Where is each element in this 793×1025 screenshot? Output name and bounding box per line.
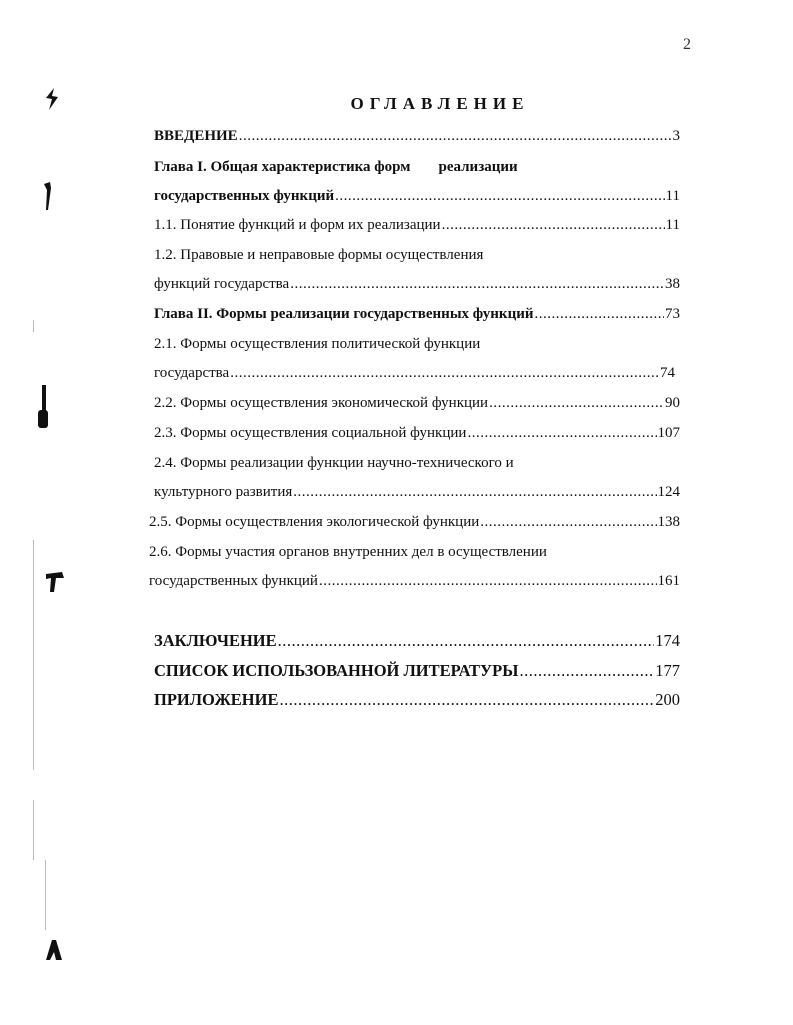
toc-entry-2-4-line1[interactable] — [154, 453, 514, 473]
toc-entry-intro[interactable] — [154, 126, 680, 146]
toc-entry-2-6[interactable] — [149, 571, 680, 591]
scan-mark-2 — [40, 180, 56, 214]
toc-entry-2-1-line1[interactable] — [154, 334, 480, 354]
toc-entry-label: 1.2. Правовые и неправовые формы осуществления — [154, 247, 484, 263]
toc-entry-page: 73 — [665, 306, 680, 322]
scan-mark-4 — [38, 410, 48, 428]
leader-dots — [480, 512, 656, 532]
toc-entry-chapter2[interactable] — [154, 304, 680, 324]
leader-dots — [319, 571, 657, 591]
leader-dots — [239, 126, 672, 146]
toc-entry-page: 161 — [657, 573, 680, 589]
page-number: 2 — [683, 36, 691, 53]
toc-entry-page: 90 — [665, 395, 680, 411]
toc-entry-2-1[interactable] — [154, 363, 675, 383]
toc-entry-page: 38 — [665, 276, 680, 292]
scan-edge-line-3 — [33, 800, 34, 860]
toc-entry-2-2[interactable] — [154, 393, 680, 413]
leader-dots — [467, 423, 656, 443]
toc-entry-label: 2.2. Формы осуществления экономической функции — [154, 395, 489, 411]
toc-entry-page: 107 — [657, 425, 680, 441]
toc-entry-label: 2.1. Формы осуществления политической функции — [154, 336, 481, 352]
toc-entry-1-2[interactable] — [154, 274, 680, 294]
toc-entry-label: культурного развития — [154, 484, 293, 500]
toc-entry-label-cont: реализации — [438, 159, 518, 175]
scan-mark-5 — [44, 570, 66, 594]
toc-entry-label: ЗАКЛЮЧЕНИЕ — [154, 631, 277, 650]
scan-mark-6 — [44, 938, 64, 962]
toc-entry-1-2-line1[interactable] — [154, 245, 483, 265]
toc-entry-2-5[interactable] — [149, 512, 680, 532]
scan-edge-line-4 — [45, 860, 46, 930]
toc-entry-page: 74 — [660, 365, 675, 381]
scan-edge-line-1 — [33, 320, 34, 332]
toc-entry-2-6-line1[interactable] — [149, 542, 547, 562]
toc-entry-label: 1.1. Понятие функций и форм их реализации — [154, 217, 441, 233]
scan-mark-1 — [40, 86, 62, 112]
toc-entry-chapter1-line1[interactable] — [154, 157, 518, 177]
toc-entry-page: 177 — [655, 661, 680, 680]
toc-entry-label: 2.6. Формы участия органов внутренних дел в осуществлении — [149, 544, 547, 560]
toc-entry-page: 124 — [657, 484, 680, 500]
toc-entry-label: 2.4. Формы реализации функции научно-технического и — [154, 455, 514, 471]
leader-dots — [230, 363, 659, 383]
toc-entry-2-4[interactable] — [154, 482, 680, 502]
toc-entry-conclusion[interactable] — [154, 631, 680, 651]
leader-dots — [279, 690, 654, 710]
toc-entry-label: государственных функций — [154, 188, 335, 204]
toc-entry-page: 174 — [655, 631, 680, 650]
toc-entry-label: 2.3. Формы осуществления социальной функции — [154, 425, 467, 441]
toc-entry-label: государства — [154, 365, 230, 381]
toc-entry-page: 11 — [665, 188, 680, 204]
toc-entry-label: СПИСОК ИСПОЛЬЗОВАННОЙ ЛИТЕРАТУРЫ — [154, 661, 519, 680]
toc-entry-bibliography[interactable] — [154, 661, 680, 681]
leader-dots — [335, 186, 664, 206]
toc-entry-appendix[interactable] — [154, 690, 680, 710]
leader-dots — [519, 661, 654, 681]
leader-dots — [290, 274, 664, 294]
leader-dots — [293, 482, 656, 502]
toc-entry-label: государственных функций — [149, 573, 318, 589]
scan-edge-line-2 — [33, 540, 34, 770]
leader-dots — [278, 631, 655, 651]
toc-entry-page: 3 — [672, 128, 680, 144]
toc-entry-label: Глава II. Формы реализации государственных функций — [154, 306, 534, 322]
toc-entry-label: Глава I. Общая характеристика форм — [154, 159, 411, 175]
leader-dots — [442, 215, 665, 235]
toc-entry-2-3[interactable] — [154, 423, 680, 443]
toc-entry-label: ВВЕДЕНИЕ — [154, 128, 238, 144]
toc-entry-chapter1[interactable] — [154, 186, 680, 206]
toc-entry-page: 11 — [665, 217, 680, 233]
toc-entry-page: 200 — [655, 690, 680, 709]
toc-entry-page: 138 — [657, 514, 680, 530]
toc-entry-label: функций государства — [154, 276, 290, 292]
leader-dots — [535, 304, 665, 324]
toc-entry-label: 2.5. Формы осуществления экологической функции — [149, 514, 480, 530]
toc-title: ОГЛАВЛЕНИЕ — [350, 94, 530, 113]
leader-dots — [489, 393, 664, 413]
toc-entry-1-1[interactable] — [154, 215, 680, 235]
toc-entry-label: ПРИЛОЖЕНИЕ — [154, 690, 279, 709]
